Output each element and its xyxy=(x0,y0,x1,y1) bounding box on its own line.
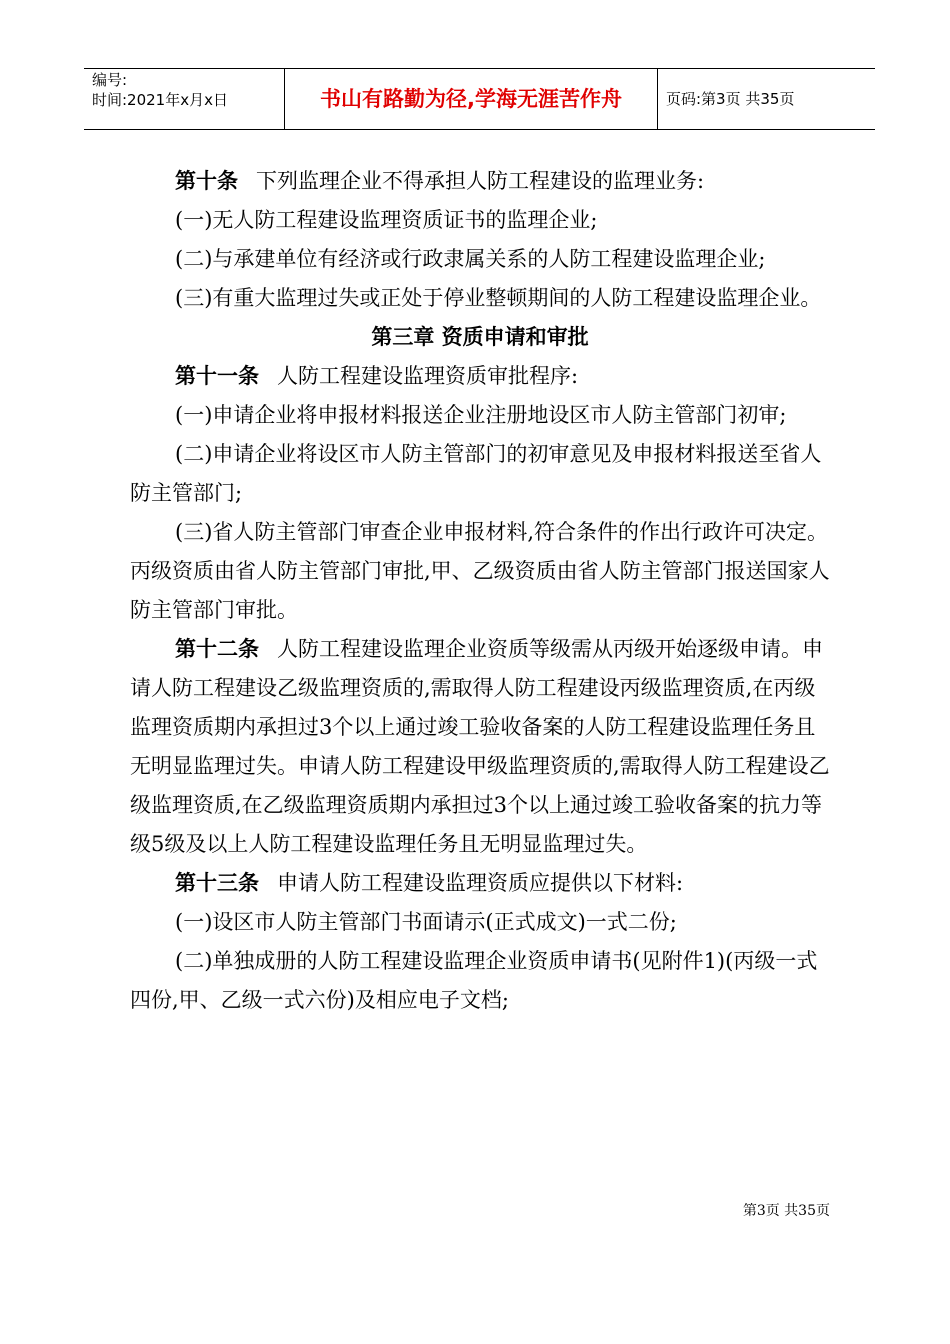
paragraph-text: (二)申请企业将设区市人防主管部门的初审意见及申报材料报送至省人防主管部门; xyxy=(130,442,822,505)
paragraph xyxy=(130,864,830,903)
paragraph-text: (三)省人防主管部门审查企业申报材料,符合条件的作出行政许可决定。丙级资质由省人防主管部门审批,甲、乙级资质由省人防主管部门报送国家人防主管部门审批。 xyxy=(130,520,830,622)
paragraph xyxy=(130,903,830,942)
header-meta xyxy=(84,69,285,129)
number-label: 编号: xyxy=(92,71,128,89)
paragraph xyxy=(130,513,830,630)
paragraph-text: (三)有重大监理过失或正处于停业整顿期间的人防工程建设监理企业。 xyxy=(175,286,822,310)
time-label: 时间:2021年x月x日 xyxy=(92,91,228,109)
paragraph xyxy=(130,201,830,240)
paragraph xyxy=(130,435,830,513)
paragraph xyxy=(130,396,830,435)
paragraph-text: (一)无人防工程建设监理资质证书的监理企业; xyxy=(175,208,598,232)
article-number: 第十条 xyxy=(175,169,238,193)
page-header xyxy=(84,68,875,130)
article-number: 第十二条 xyxy=(175,637,259,661)
paragraph xyxy=(130,357,830,396)
paragraph-text: (一)设区市人防主管部门书面请示(正式成文)一式二份; xyxy=(175,910,677,934)
paragraph xyxy=(130,279,830,318)
paragraph xyxy=(130,942,830,1020)
paragraph-text: 申请人防工程建设监理资质应提供以下材料: xyxy=(277,871,684,895)
paragraph-text: 人防工程建设监理资质审批程序: xyxy=(277,364,579,388)
paragraph-text: (二)单独成册的人防工程建设监理企业资质申请书(见附件1)(丙级一式四份,甲、乙级一式六份)及相应电子文档; xyxy=(130,949,818,1012)
motto: 书山有路勤为径,学海无涯苦作舟 xyxy=(285,69,658,129)
paragraph xyxy=(130,162,830,201)
article-number: 第十一条 xyxy=(175,364,259,388)
paragraph-text: (一)申请企业将申报材料报送企业注册地设区市人防主管部门初审; xyxy=(175,403,787,427)
page-label: 页码:第3页 共35页 xyxy=(666,90,795,108)
paragraph-text: (二)与承建单位有经济或行政隶属关系的人防工程建设监理企业; xyxy=(175,247,766,271)
article-number: 第十三条 xyxy=(175,871,259,895)
paragraph xyxy=(130,630,830,864)
paragraph xyxy=(130,240,830,279)
paragraph-text: 下列监理企业不得承担人防工程建设的监理业务: xyxy=(256,169,705,193)
document-body xyxy=(130,162,830,1020)
chapter-heading: 第三章 资质申请和审批 xyxy=(371,325,589,349)
page-footer: 第3页 共35页 xyxy=(742,1203,830,1219)
paragraph-text: 人防工程建设监理企业资质等级需从丙级开始逐级申请。申请人防工程建设乙级监理资质的,需取得人防工程建设丙级监理资质,在丙级监理资质期内承担过3个以上通过竣工验收备案的人防工程建设监理任务且无明显监理过失。申请人防工程建设甲级监理资质的,需取得人防工程建设乙级监理资质,在乙级监理资质期内承担过3个以上通过竣工验收备案的抗力等级5级及以上人防工程建设监理任务且无明显监理过失。 xyxy=(130,637,830,856)
